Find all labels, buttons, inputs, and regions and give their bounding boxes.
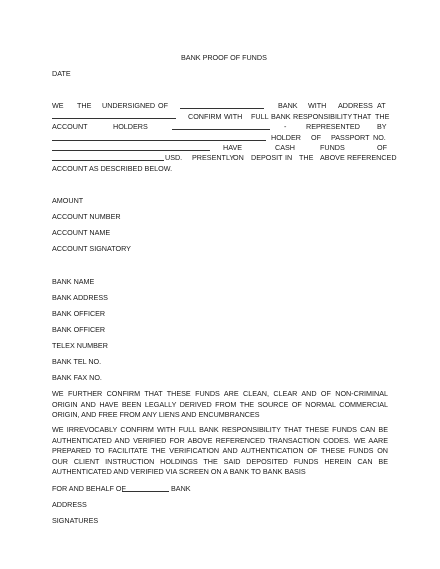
field-account-number: ACCOUNT NUMBER: [52, 212, 121, 221]
intro-word: PRESENTLY: [192, 153, 235, 162]
intro-word: -: [284, 122, 287, 131]
intro-word: ON: [233, 153, 244, 162]
intro-word: REPRESENTED: [306, 122, 360, 131]
intro-word: WITH: [308, 101, 327, 110]
intro-word: REFERENCED: [347, 153, 397, 162]
intro-word: ADDRESS: [338, 101, 373, 110]
intro-word: CASH: [275, 143, 295, 152]
field-bank-officer: BANK OFFICER: [52, 325, 106, 334]
intro-word: WITH: [224, 112, 243, 121]
intro-word: AT: [377, 101, 386, 110]
blank-line: [52, 160, 164, 161]
blank-line: [180, 108, 264, 109]
blank-line: [52, 118, 176, 119]
intro-word: BANK: [278, 101, 298, 110]
field-bank-tel: BANK TEL NO.: [52, 357, 102, 366]
field-account-name: ACCOUNT NAME: [52, 228, 111, 237]
field-bank-name: BANK NAME: [52, 277, 95, 286]
field-bank-fax: BANK FAX NO.: [52, 373, 102, 382]
behalf-prefix: FOR AND BEHALF OF: [52, 484, 126, 493]
field-bank-officer: BANK OFFICER: [52, 309, 106, 318]
behalf-suffix: BANK: [171, 484, 191, 493]
document-title: BANK PROOF OF FUNDS: [181, 53, 267, 62]
intro-word: ACCOUNT: [52, 122, 88, 131]
intro-word: ABOVE: [320, 153, 345, 162]
date-label: DATE: [52, 69, 71, 78]
intro-word: HAVE: [223, 143, 243, 152]
intro-word: CONFIRM: [188, 112, 222, 121]
paragraph-irrevocable: WE IRREVOCABLY CONFIRM WITH FULL BANK RESPONSIBILITY THAT THESE FUNDS CAN BE AUTHENTICATED AND VERIFIED FOR ABOVE REFERENCED TRANSACTION CODES. WE AARE PREPARED TO FACILITATE THE VERIFICATION AND AUTHENTICATION OF THESE FUNDS ON OUR CLIENT INSTRUCTION HOLDINGS THE SAID DEPOSITED FUNDS HEREIN CAN BE AUTHENTICATED AND VERIFIED VIA SCREEN ON A BANK TO BANK BASIS: [52, 425, 388, 476]
field-bank-address: BANK ADDRESS: [52, 293, 108, 302]
intro-word: BANK: [271, 112, 291, 121]
intro-word: OF: [311, 133, 321, 142]
intro-word: OF: [377, 143, 387, 152]
intro-word: OF: [158, 101, 168, 110]
intro-word: PASSPORT: [331, 133, 370, 142]
intro-word: THE: [299, 153, 314, 162]
blank-line: [52, 140, 266, 141]
intro-word: NO.: [373, 133, 386, 142]
intro-word: THAT: [353, 112, 372, 121]
intro-word: HOLDER: [271, 133, 301, 142]
intro-word: USD.: [165, 153, 183, 162]
intro-word: RESPONSIBILITY: [293, 112, 353, 121]
field-account-signatory: ACCOUNT SIGNATORY: [52, 244, 131, 253]
intro-word: THE: [77, 101, 92, 110]
signatures-label: SIGNATURES: [52, 516, 99, 525]
intro-word: WE: [52, 101, 64, 110]
intro-word: FULL: [251, 112, 269, 121]
intro-tail: ACCOUNT AS DESCRIBED BELOW.: [52, 164, 173, 173]
intro-word: FUNDS: [320, 143, 345, 152]
blank-line: [52, 150, 210, 151]
intro-word: BY: [377, 122, 387, 131]
intro-word: THE: [375, 112, 390, 121]
intro-word: IN: [285, 153, 293, 162]
intro-word: UNDERSIGNED: [102, 101, 156, 110]
intro-word: DEPOSIT: [251, 153, 283, 162]
paragraph-clean-funds: WE FURTHER CONFIRM THAT THESE FUNDS ARE CLEAN, CLEAR AND OF NON-CRIMINAL ORIGIN AND HAVE BEEN LEGALLY DERIVED FROM THE SOURCE OF NORMAL COMMERCIAL ORIGIN, AND FREE FROM ANY LIENS AND ENCUMBRANCES: [52, 389, 388, 419]
intro-word: HOLDERS: [113, 122, 148, 131]
blank-line: [172, 129, 270, 130]
address-label: ADDRESS: [52, 500, 87, 509]
blank-line: [122, 491, 169, 492]
field-telex-number: TELEX NUMBER: [52, 341, 108, 350]
field-amount: AMOUNT: [52, 196, 84, 205]
